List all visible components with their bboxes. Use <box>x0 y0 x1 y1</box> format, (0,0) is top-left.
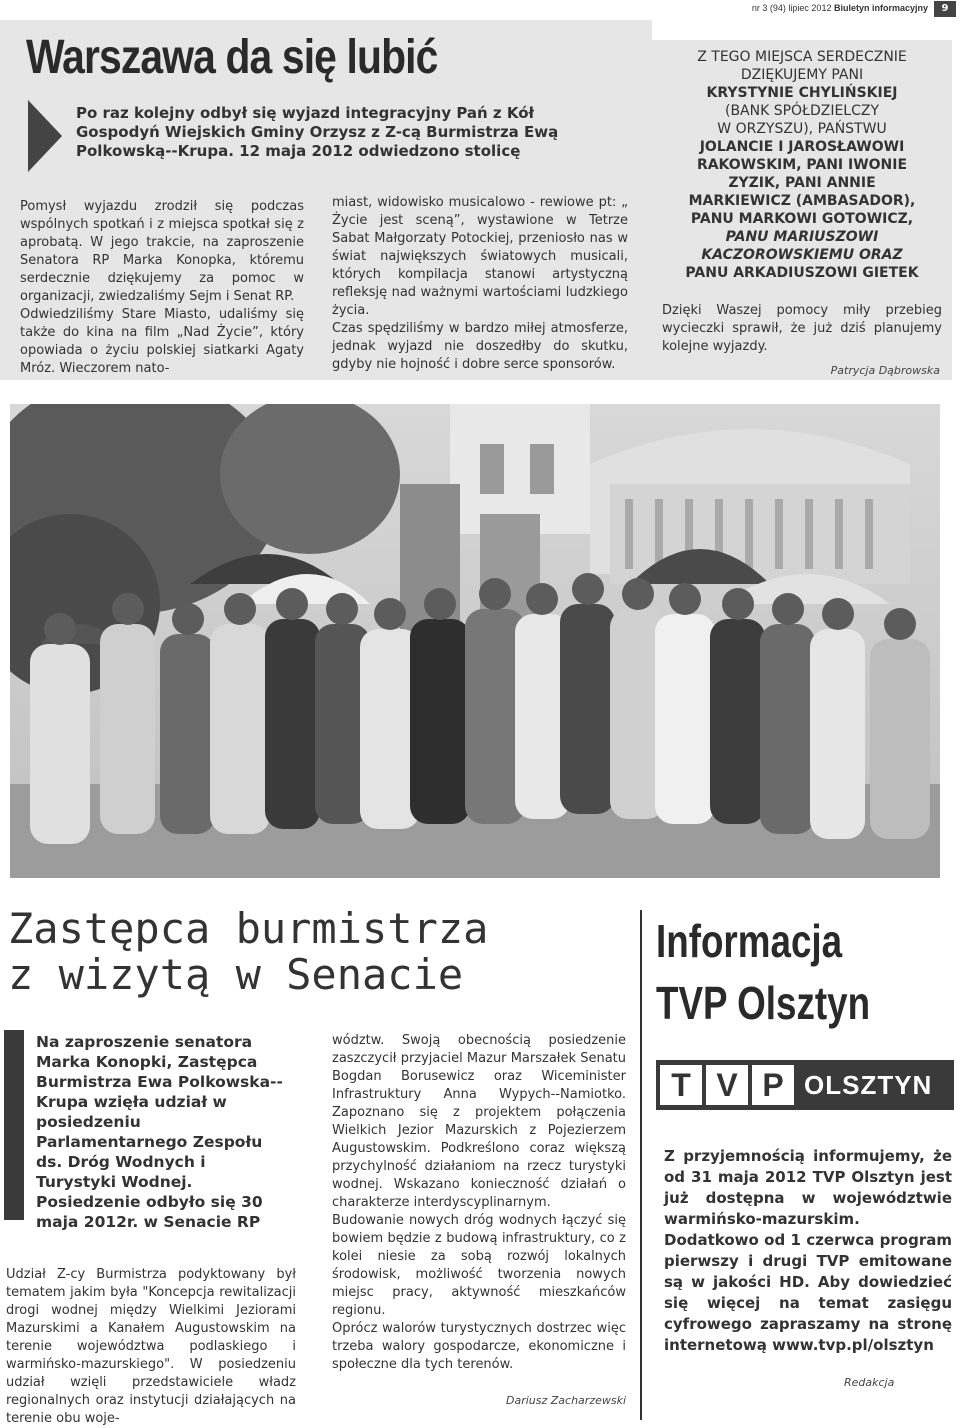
thanks-tail: Dzięki Waszej pomocy miły przebieg wycieczki sprawił, że już dziś planujemy kolejne wyjazdy. <box>662 303 942 354</box>
article1-lead: Po raz kolejny odbył się wyjazd integracyjny Pań z Kół Gospodyń Wiejskich Gminy Orzysz z Z-cą Burmistrza Ewą Polkowską--Krupa. 12 maja 2012 odwiedzono stolicę <box>76 104 559 160</box>
thanks-line: Z TEGO MIEJSCA SERDECZNIE <box>697 49 907 65</box>
signature-redakcja: Redakcja <box>844 1376 895 1389</box>
article3-body: Z przyjemnością informujemy, że od 31 maja 2012 TVP Olsztyn jest już dostępna w województwie warmińsko-mazurskim. Dodatkowo od 1 czerwca program pierwszy i drugi TVP emitowane są w jakości HD. Aby dowiedzieć się więcej na temat zasięgu cyfrowego zapraszamy na stronę internetową www.tvp.pl/olsztyn <box>664 1147 952 1354</box>
thanks-line: PANU MARIUSZOWI <box>725 229 879 245</box>
paragraph: miast, widowisko musicalowo - rewiowe pt: „ Życie jest sceną”, wystawione w Tetrze Sabat Małgorzaty Potockiej, przeniosło nas w świat największych światowych musicali, których kompilacja stanowi artystyczną refleksję nad ważnymi wartościami ludzkiego życia. <box>332 195 628 318</box>
logo-letter: P <box>752 1065 794 1105</box>
paragraph: Pomysł wyjazdu zrodził się podczas wspólnych spotkań i z miejsca spotkał się z aprobatą. W jego trakcie, na zaproszenie Senatora RP Marka Konopka, któremu serdecznie dziękujemy za pomoc w organizacji, zwiedzaliśmy Sejm i Senat RP. <box>20 199 304 304</box>
article1-column1 <box>20 198 304 378</box>
logo-word: OLSZTYN <box>804 1069 933 1100</box>
thanks-line: DZIĘKUJEMY PANI <box>740 67 864 83</box>
thanks-line: JOLANCIE I JAROSŁAWOWI <box>699 139 905 155</box>
publication-name: Biuletyn informacyjny <box>833 3 928 13</box>
group-photo-illustration <box>10 404 940 878</box>
article2-title-line2: z wizytą w Senacie <box>8 950 464 999</box>
thanks-line: (BANK SPÓŁDZIELCZY <box>724 103 880 119</box>
paragraph: Czas spędziliśmy w bardzo miłej atmosferze, jednak wyjazd nie doszedłby do skutku, gdyby nie hojność i dobre serce sponsorów. <box>332 321 628 372</box>
article2-title-line1: Zastępca burmistrza <box>8 904 489 953</box>
thanks-line: PANU MARKOWI GOTOWICZ, <box>690 211 914 227</box>
thanks-line: W ORZYSZU), PAŃSTWU <box>717 121 887 137</box>
arrow-icon <box>28 100 62 172</box>
group-photo <box>10 404 940 878</box>
tvp-olsztyn-logo <box>656 1060 954 1110</box>
article3-title-line2: TVP Olsztyn <box>656 977 871 1029</box>
thanks-line: PANU ARKADIUSZOWI GIETEK <box>685 265 919 281</box>
thanks-line: KRYSTYNIE CHYLIŃSKIEJ <box>706 85 898 101</box>
article2-lead: Na zaproszenie senatora Marka Konopki, Zastępca Burmistrza Ewa Polkowska--Krupa wzięła udział w posiedzeniu Parlamentarnego Zespołu ds. Dróg Wodnych i Turystyki Wodnej. Posiedzenie odbyło się 30 maja 2012r. w Senacie RP <box>36 1033 283 1231</box>
thanks-line: RAKOWSKIM, PANI IWONIE <box>696 157 908 173</box>
article2-column2 <box>332 1032 626 1374</box>
thanks-line: KACZOROWSKIEMU ORAZ <box>701 247 903 263</box>
issue-number: nr 3 (94) lipiec 2012 <box>751 3 832 13</box>
article2-title <box>8 906 488 998</box>
column-divider <box>640 910 642 1420</box>
article3-title <box>656 910 870 1034</box>
thanks-line: MARKIEWICZ (AMBASADOR), <box>688 193 916 209</box>
signature-patrycja: Patrycja Dąbrowska <box>830 364 940 377</box>
article1-column2 <box>332 194 628 374</box>
lead-bar <box>4 1030 24 1220</box>
logo-letter: V <box>706 1065 748 1105</box>
page-number: 9 <box>934 1 956 17</box>
article3-title-line1: Informacja <box>656 915 843 967</box>
logo-letter: T <box>660 1065 702 1105</box>
issue-header <box>752 3 928 13</box>
thanks-block <box>662 48 942 282</box>
paragraph: Oprócz walorów turystycznych dostrzec więc trzeba walory gospodarcze, ekonomiczne i społeczne dla tych terenów. <box>332 1321 626 1372</box>
tvp-letters <box>660 1065 798 1105</box>
signature-dariusz: Dariusz Zacharzewski <box>506 1394 627 1407</box>
article2-column1: Udział Z-cy Burmistrza podyktowany był tematem jakim była "Koncepcja rewitalizacji drogi wodnej między Wielkimi Jeziorami Mazurskimi a Kanałem Augustowskim na terenie województwa podlaskiego i warmińsko-mazurskiego". W posiedzeniu udział wzięli przedstawiciele władz regionalnych oraz instytucji działających na terenie obu woje- <box>6 1267 296 1426</box>
paragraph: Budowanie nowych dróg wodnych łączyć się bowiem będzie z budową infrastruktury, co z kolei niesie za sobą rozwój lokalnych środowisk, możliwość tworzenia nowych miejsc pracy, aktywność mieszkańców regionu. <box>332 1213 626 1318</box>
paragraph: wództw. Swoją obecnością posiedzenie zaszczycił przyjaciel Mazur Marszałek Senatu Bogdan Borusewicz oraz Wiceminister Infrastruktury Anna Wypych--Namiotko. Zapoznano się z projektem połączenia Wielkich Jezior Mazurskich z Pojezierzem Augustowskim. Podkreślono coraz większą przychylność działaniom na rzecz turystyki wodnej. Wskazano konieczność działań o charakterze interdyscyplinarnym. <box>332 1033 626 1210</box>
paragraph: Odwiedziliśmy Stare Miasto, udaliśmy się także do kina na film „Nad Życie”, który opowiada o życiu polskiej siatkarki Agaty Mróz. Wieczorem nato- <box>20 307 304 376</box>
thanks-line: ZYZIK, PANI ANNIE <box>728 175 876 191</box>
article1-title: Warszawa da się lubić <box>26 31 438 84</box>
